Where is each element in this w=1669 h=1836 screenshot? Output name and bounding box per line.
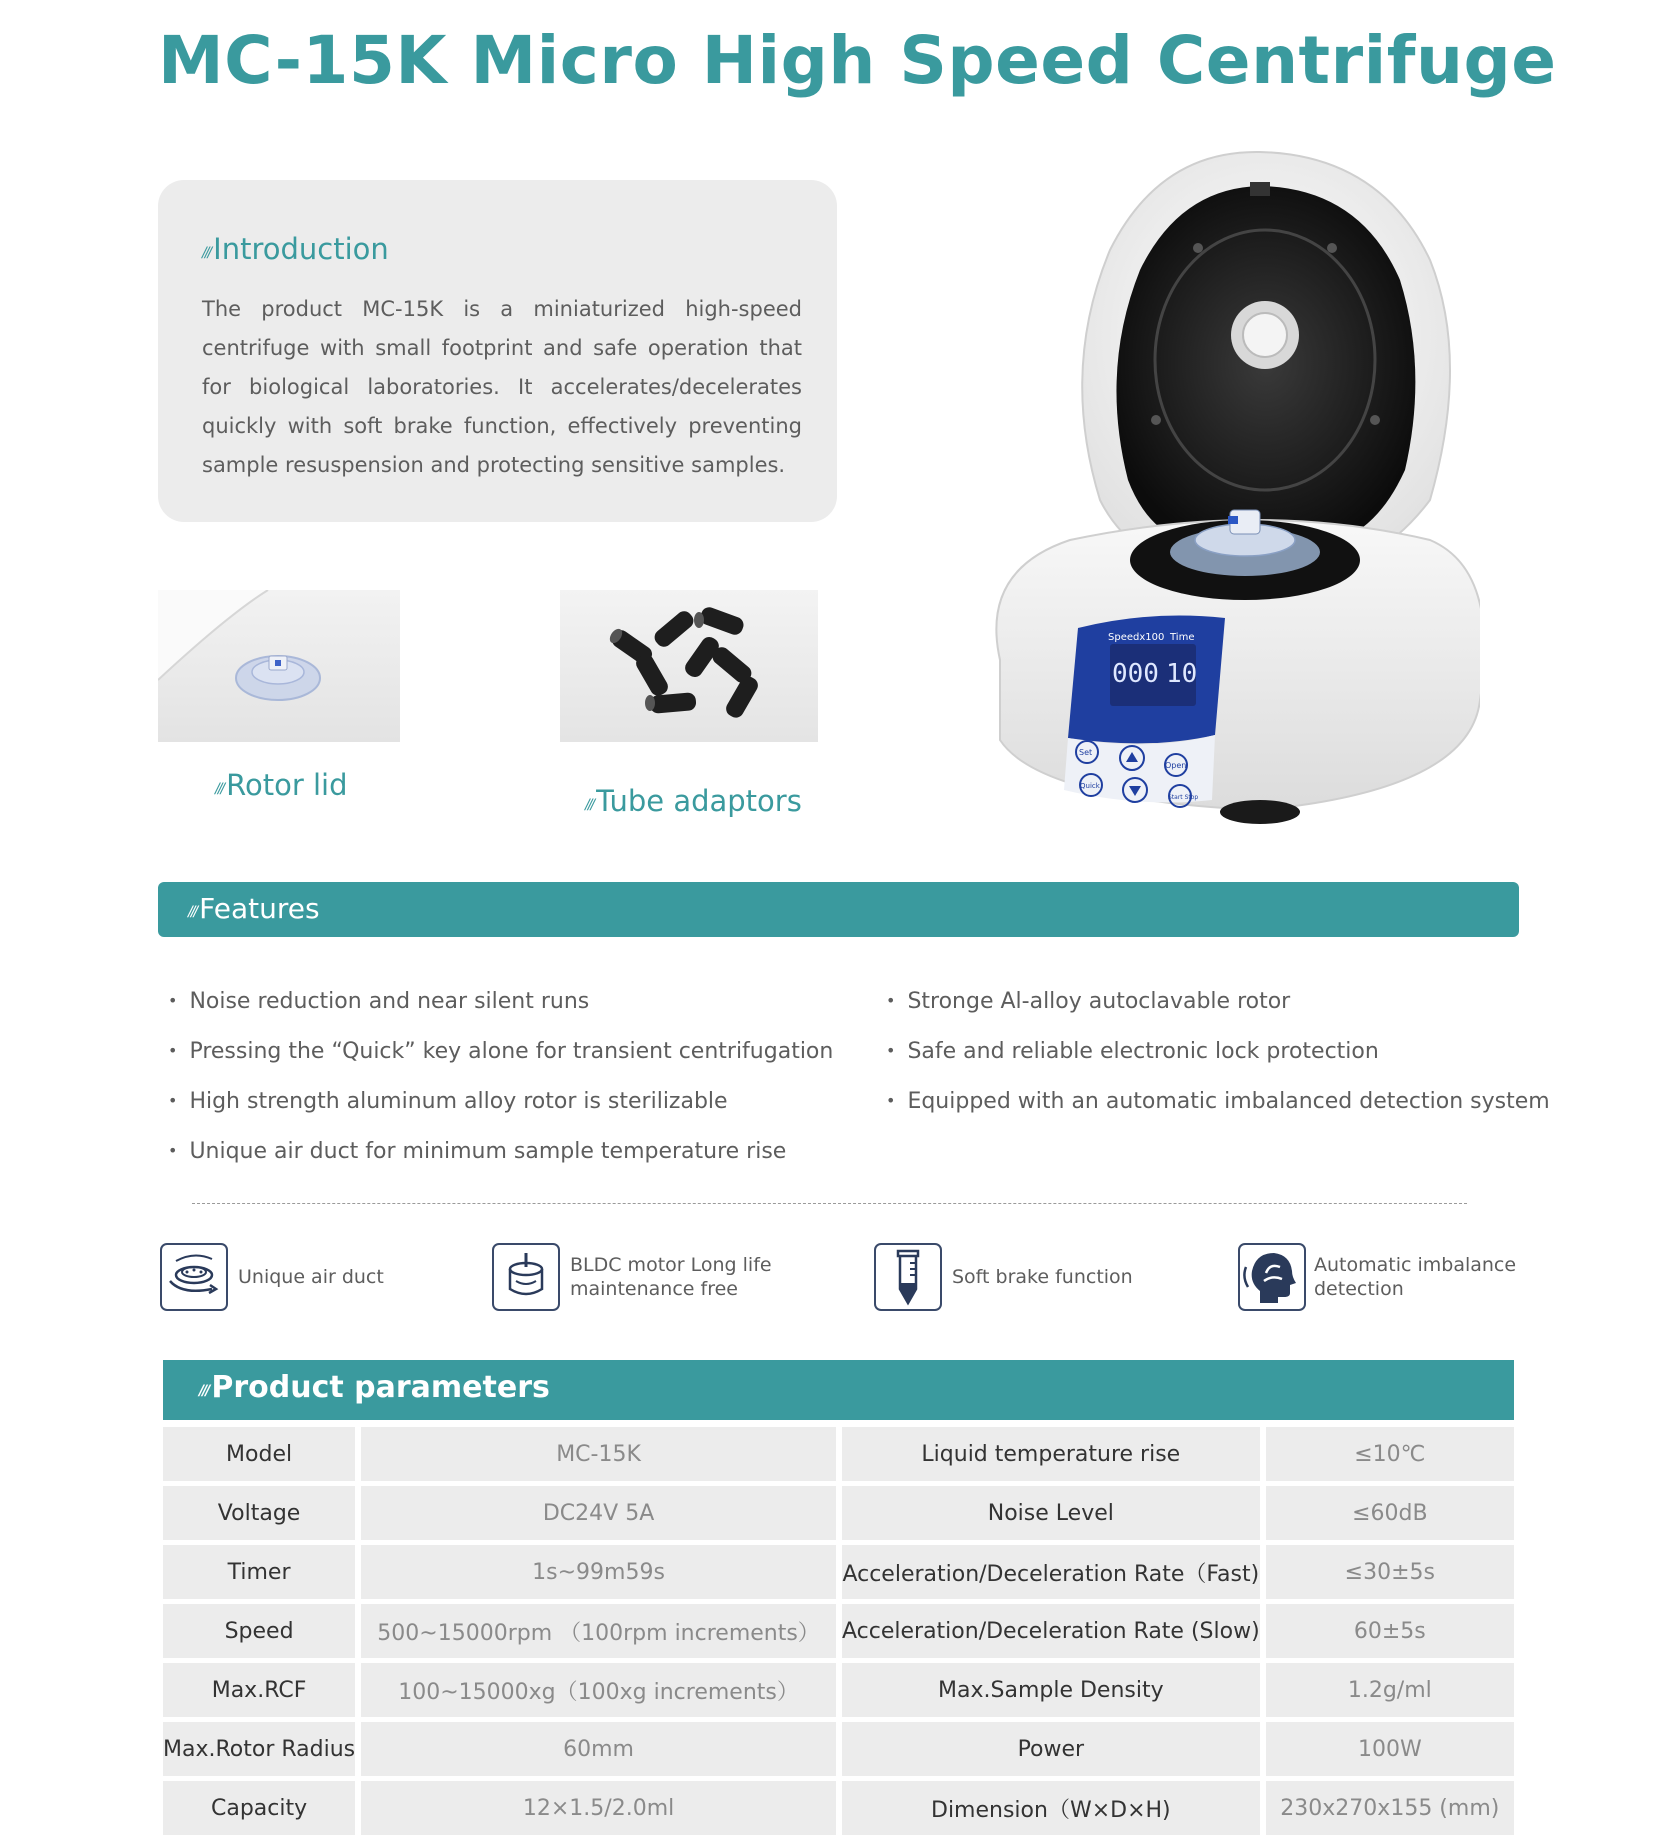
slash-mark: /// xyxy=(215,781,224,797)
motor-icon-box xyxy=(492,1243,560,1311)
tube-adaptors-caption xyxy=(585,784,802,818)
air-duct-icon-box xyxy=(160,1243,228,1311)
feature-item: • Unique air duct for minimum sample temperature rise xyxy=(168,1132,833,1182)
highlight-label: BLDC motor Long life maintenance free xyxy=(570,1254,772,1300)
head-sensor-icon-box xyxy=(1238,1243,1306,1311)
parameters-table xyxy=(163,1422,1514,1836)
head-sensor-icon xyxy=(1240,1245,1304,1309)
rotor-lid-caption xyxy=(215,768,348,802)
param-value: 230x270x155 (mm) xyxy=(1266,1781,1514,1835)
features-heading xyxy=(188,892,320,925)
param-value: 100W xyxy=(1266,1722,1514,1776)
table-row xyxy=(163,1781,1514,1835)
quick-key-label: Quick xyxy=(1080,782,1100,790)
param-label: Liquid temperature rise xyxy=(842,1427,1266,1481)
feature-item: • Pressing the “Quick” key alone for transient centrifugation xyxy=(168,1032,833,1082)
highlight-label: Automatic imbalance detection xyxy=(1314,1254,1517,1300)
air-duct-icon xyxy=(162,1245,226,1309)
feature-item: • Equipped with an automatic imbalanced detection system xyxy=(886,1082,1550,1132)
rotor-lid-photo xyxy=(158,590,400,742)
page-title: MC-15K Micro High Speed Centrifuge xyxy=(158,22,1557,99)
param-value: DC24V 5A xyxy=(361,1486,842,1540)
table-row xyxy=(163,1545,1514,1599)
product-parameters-header xyxy=(163,1360,1514,1420)
product-parameters-heading-text: Product parameters xyxy=(211,1370,550,1405)
param-label: Voltage xyxy=(163,1486,361,1540)
table-row xyxy=(163,1427,1514,1481)
tube-adaptors-photo xyxy=(560,590,818,742)
features-section-bar xyxy=(158,882,1519,937)
param-value: MC-15K xyxy=(361,1427,842,1481)
feature-item: • High strength aluminum alloy rotor is sterilizable xyxy=(168,1082,833,1132)
dashed-divider xyxy=(192,1203,1467,1204)
open-key-label: Open xyxy=(1165,761,1187,770)
feature-item: • Stronge Al-alloy autoclavable rotor xyxy=(886,982,1550,1032)
rotor-lid-illustration xyxy=(158,590,400,742)
feature-item: • Noise reduction and near silent runs xyxy=(168,982,833,1032)
param-label: Max.Sample Density xyxy=(842,1663,1266,1717)
centrifuge-product-photo xyxy=(960,140,1480,840)
param-value: ≤30±5s xyxy=(1266,1545,1514,1599)
introduction-heading xyxy=(202,232,389,266)
param-value: 100~15000xg（100xg increments） xyxy=(361,1663,842,1717)
introduction-text: The product MC-15K is a miniaturized high-speed centrifuge with small footprint and safe operation that for biological laboratories. It accelerates/decelerates quickly with soft brake function, effectively preventing sample resuspension and protecting sensitive samples. xyxy=(202,297,802,477)
param-label: Speed xyxy=(163,1604,361,1658)
param-label: Max.RCF xyxy=(163,1663,361,1717)
param-label: Model xyxy=(163,1427,361,1481)
rotor-lid-caption-text: Rotor lid xyxy=(226,768,348,802)
param-label: Acceleration/Deceleration Rate (Slow) xyxy=(842,1604,1266,1658)
slash-mark: /// xyxy=(585,797,594,813)
centrifuge-illustration xyxy=(960,140,1480,840)
param-label: Capacity xyxy=(163,1781,361,1835)
param-value: 500~15000rpm （100rpm increments） xyxy=(361,1604,842,1658)
param-label: Acceleration/Deceleration Rate（Fast) xyxy=(842,1545,1266,1599)
param-label: Noise Level xyxy=(842,1486,1266,1540)
param-value: 1s~99m59s xyxy=(361,1545,842,1599)
display-speed-value: 000 xyxy=(1112,659,1159,689)
display-speed-label: Speedx100 xyxy=(1108,632,1165,643)
features-heading-text: Features xyxy=(199,892,320,925)
introduction-panel xyxy=(158,180,837,522)
param-label: Power xyxy=(842,1722,1266,1776)
features-list-left xyxy=(168,982,833,1182)
table-row xyxy=(163,1663,1514,1717)
display-time-label: Time xyxy=(1170,632,1195,643)
tube-adaptors-caption-text: Tube adaptors xyxy=(596,784,802,818)
param-label: Timer xyxy=(163,1545,361,1599)
product-parameters-heading xyxy=(199,1370,550,1405)
param-value: 12×1.5/2.0ml xyxy=(361,1781,842,1835)
highlight-label: Soft brake function xyxy=(952,1266,1133,1288)
param-value: 60mm xyxy=(361,1722,842,1776)
tube-adaptors-illustration xyxy=(560,590,818,742)
param-label: Dimension（W×D×H) xyxy=(842,1781,1266,1835)
param-value: ≤10℃ xyxy=(1266,1427,1514,1481)
features-list-right xyxy=(886,982,1550,1132)
param-value: 1.2g/ml xyxy=(1266,1663,1514,1717)
test-tube-icon-box xyxy=(874,1243,942,1311)
slash-mark: /// xyxy=(202,245,211,261)
highlight-label: Unique air duct xyxy=(238,1266,384,1288)
set-key-label: Set xyxy=(1079,748,1093,757)
param-value: 60±5s xyxy=(1266,1604,1514,1658)
slash-mark: /// xyxy=(199,1383,209,1399)
table-row xyxy=(163,1722,1514,1776)
slash-mark: /// xyxy=(188,904,197,920)
param-value: ≤60dB xyxy=(1266,1486,1514,1540)
introduction-heading-text: Introduction xyxy=(213,232,389,266)
table-row xyxy=(163,1486,1514,1540)
test-tube-icon xyxy=(876,1245,940,1309)
param-label: Max.Rotor Radius xyxy=(163,1722,361,1776)
table-row xyxy=(163,1604,1514,1658)
display-time-value: 10 xyxy=(1166,659,1198,689)
feature-item: • Safe and reliable electronic lock protection xyxy=(886,1032,1550,1082)
motor-icon xyxy=(494,1245,558,1309)
start-stop-key-label: Start Stop xyxy=(1168,794,1199,801)
